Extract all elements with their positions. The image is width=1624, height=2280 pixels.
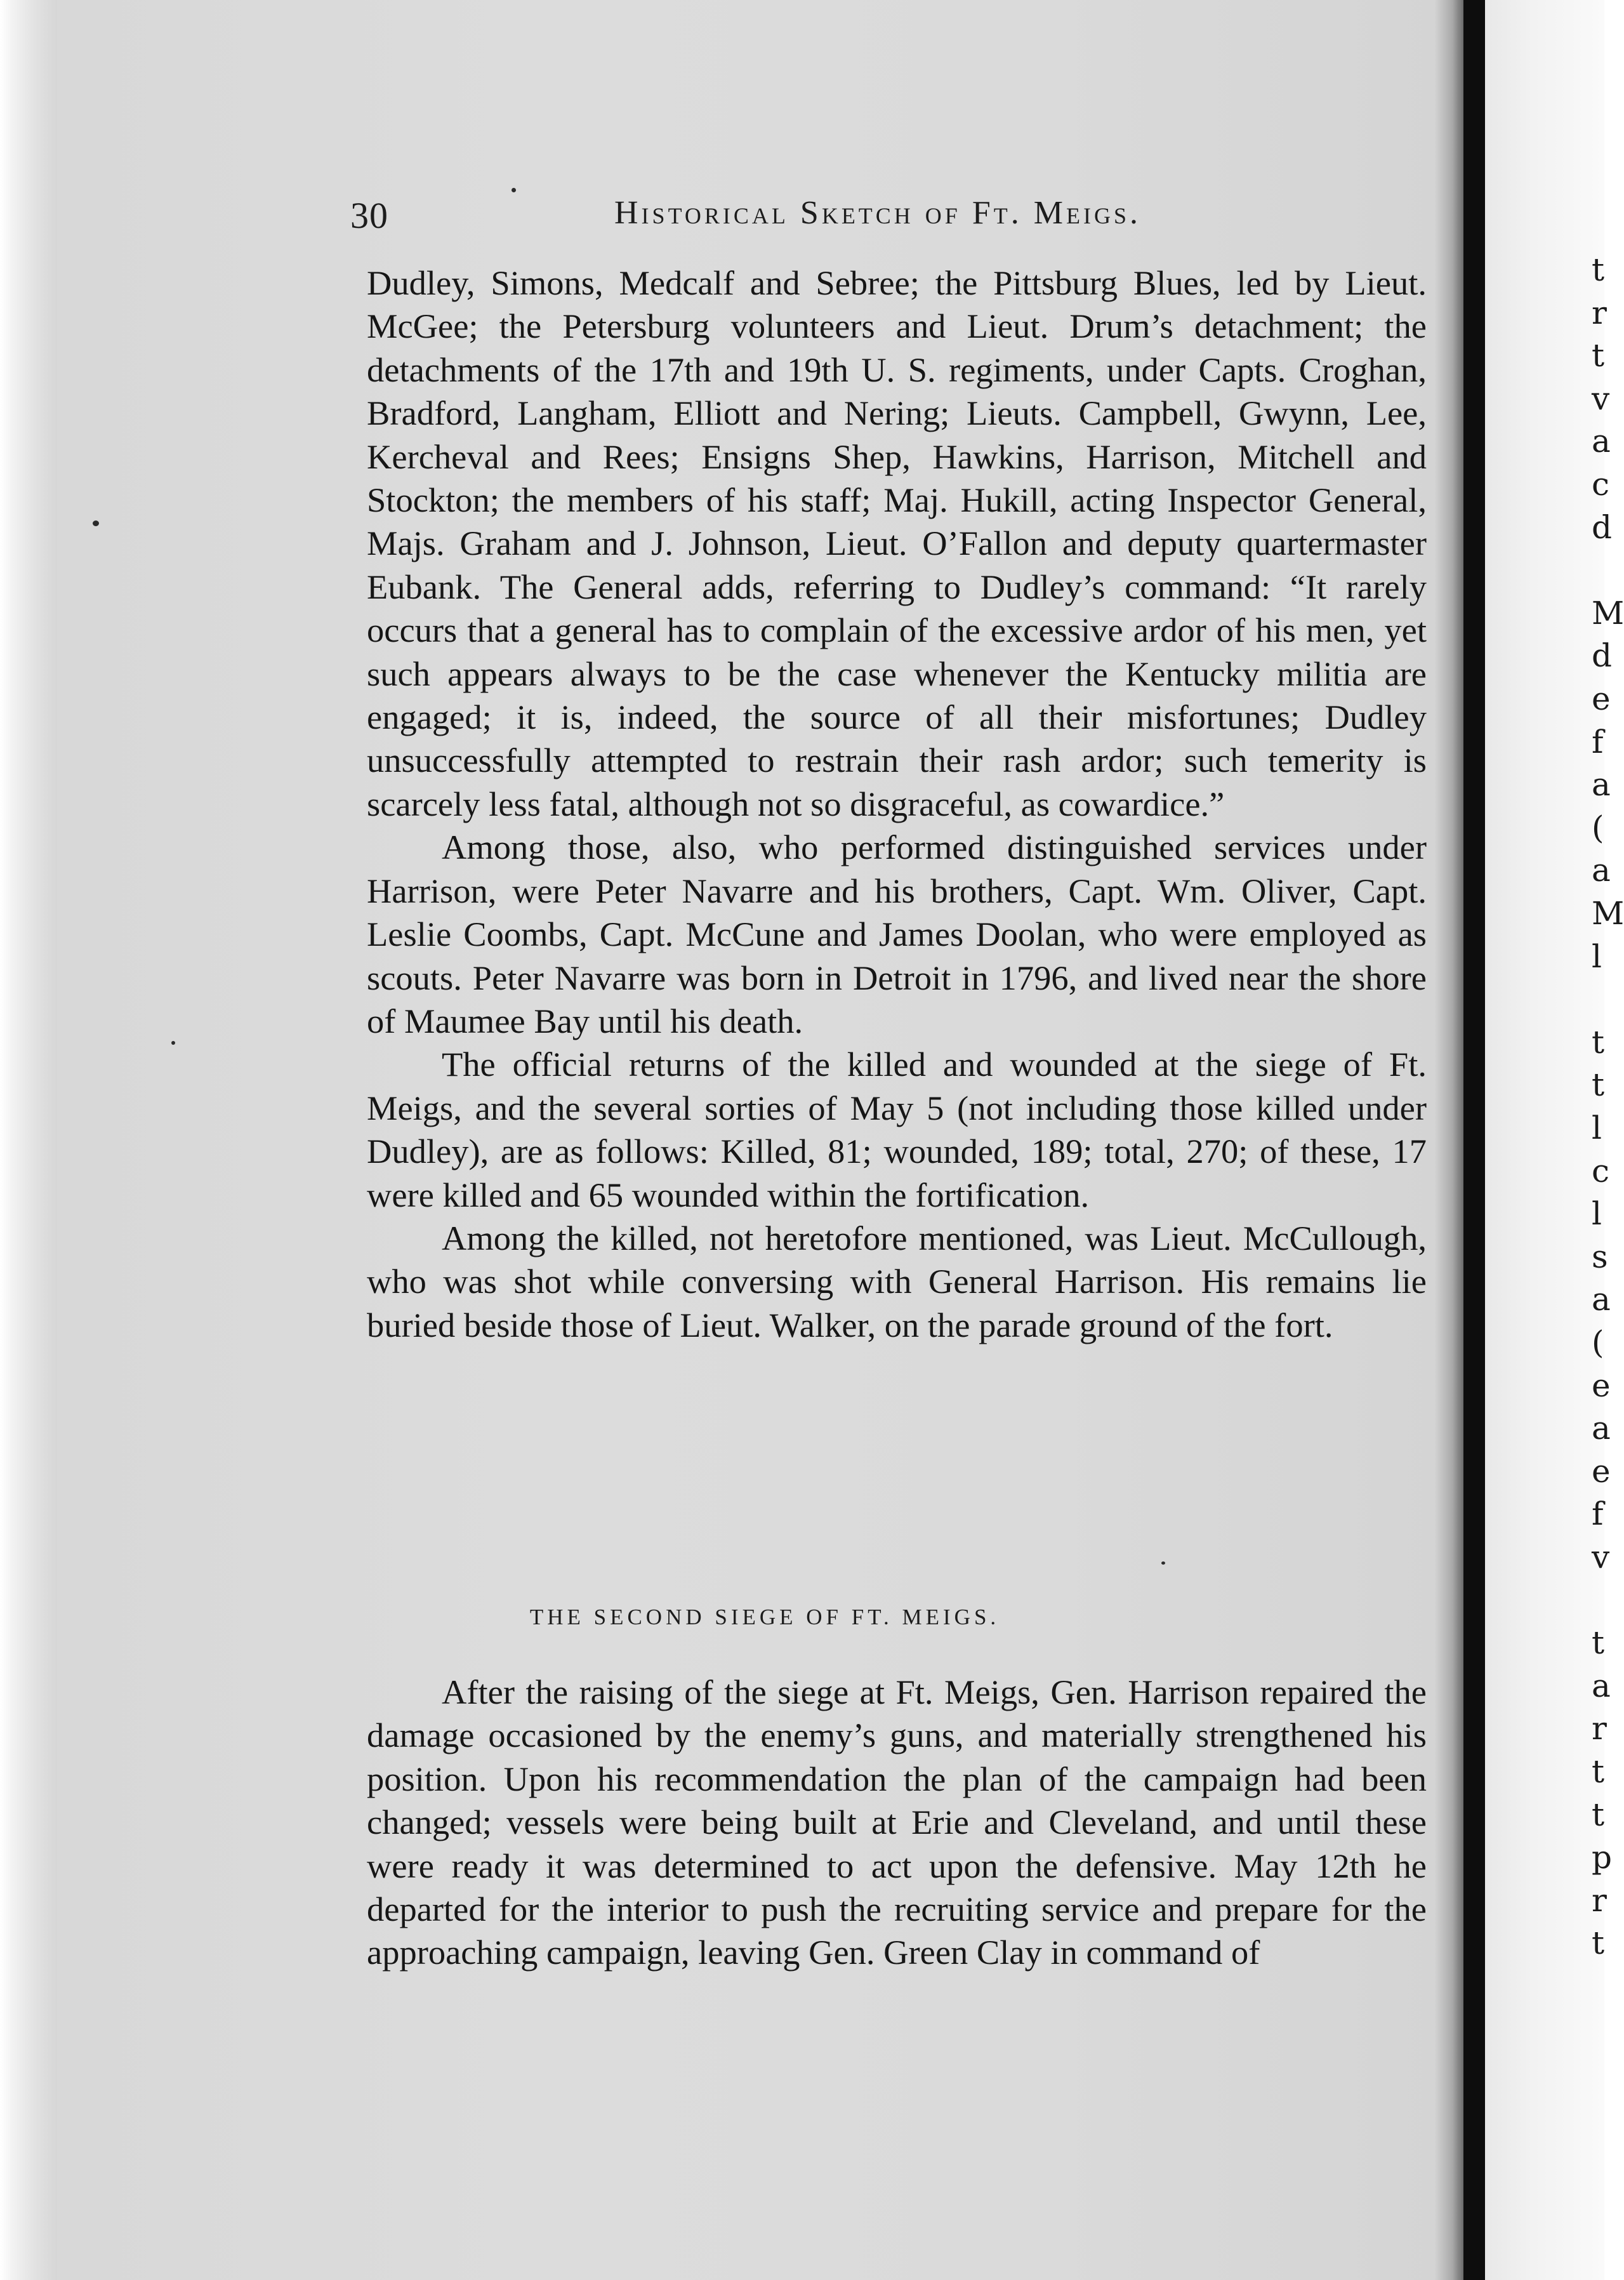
next-page-fragment: t (1592, 1796, 1605, 1833)
next-page-fragment: t (1592, 1066, 1605, 1103)
next-page-fragment: M (1592, 595, 1624, 632)
next-page-fragment: d (1592, 509, 1613, 546)
paragraph-1: Dudley, Simons, Medcalf and Sebree; the Pittsburg Blues, led by Lieut. McGee; the Petersburg volunteers and Lieut. Drum’s detachment; the detachments of the 17th and 19th U. S. regiments, under Capts. Croghan, Bradford, Langham, Elliott and Nering; Lieuts. Campbell, Gwynn, Lee, Kercheval and Rees; Ensigns Shep, Hawkins, Harrison, Mitchell and Stockton; the members of his staff; Maj. Hukill, acting Inspector General, Majs. Graham and J. Johnson, Lieut. O’Fallon and deputy quartermaster Eubank. The General adds, referring to Dudley’s command: “It rarely occurs that a general has to complain of the excessive ardor of his men, yet such appears always to be the case whenever the Kentucky militia are engaged; it is, indeed, the source of all their misfortunes; Dudley unsuccessfully attempted to restrain their rash ardor; such temerity is scarcely less fatal, although not so disgraceful, as cowardice.” (367, 263, 1427, 823)
paragraph-3: The official returns of the killed and wounded at the siege of Ft. Meigs, and the several sorties of May 5 (not including those killed under Dudley), are as follows: Killed, 81; wounded, 189; total, 270; of these, 17 were killed and 65 wounded within the fortification. (367, 1045, 1427, 1214)
gutter-shadow (1434, 0, 1465, 2280)
next-page-fragment: f (1592, 724, 1604, 760)
next-page-fragment: e (1592, 1453, 1611, 1490)
next-page-fragment: a (1592, 1281, 1611, 1318)
next-page-fragment: M (1592, 895, 1624, 932)
next-page-fragment: t (1592, 251, 1605, 288)
scan-speck (1161, 1561, 1165, 1565)
page-number: 30 (350, 195, 388, 236)
next-page-fragment: v (1592, 380, 1610, 417)
next-page-fragment: e (1592, 680, 1611, 717)
paragraph-2: Among those, also, who performed distinguished services under Harrison, were Peter Navarre and his brothers, Capt. Wm. Oliver, Capt. Leslie Coombs, Capt. McCune and James Doolan, who were employed as scouts. Peter Navarre was born in Detroit in 1796, and lived near the shore of Maumee Bay until his death. (367, 828, 1427, 1040)
next-page-fragment: a (1592, 1667, 1611, 1704)
next-page-fragment: c (1592, 466, 1610, 503)
next-page-fragment: s (1592, 1238, 1608, 1275)
next-page-fragment: d (1592, 637, 1613, 674)
next-page-fragment: r (1592, 1710, 1607, 1747)
next-page-fragment: t (1592, 1024, 1605, 1061)
next-page-fragment: ( (1592, 809, 1604, 846)
next-page-fragment: a (1592, 423, 1611, 460)
next-page-fragment: p (1592, 1839, 1613, 1876)
main-text-block (367, 262, 1427, 1347)
next-page-fragment: t (1592, 1925, 1605, 1961)
section-text-block (367, 1671, 1427, 1975)
paragraph-4: Among the killed, not heretofore mentioned, was Lieut. McCullough, who was shot while conversing with General Harrison. His remains lie buried beside those of Lieut. Walker, on the parade ground of the fort. (367, 1218, 1427, 1344)
scan-left-margin (0, 0, 57, 2280)
scan-speck (93, 520, 99, 526)
next-page-fragment: e (1592, 1367, 1611, 1404)
next-page-fragment: f (1592, 1495, 1604, 1532)
next-page-fragment: r (1592, 295, 1607, 331)
next-page-fragment: r (1592, 1882, 1607, 1919)
next-page-edge (1485, 0, 1624, 2280)
next-page-fragment: v (1592, 1539, 1610, 1575)
next-page-fragment: a (1592, 766, 1611, 803)
scan-speck (512, 188, 516, 192)
section-paragraph-1: After the raising of the siege at Ft. Meigs, Gen. Harrison repaired the damage occasioned by the enemy’s guns, and materially strengthened his position. Upon his recommendation the plan of the campaign had been changed; vessels were being built at Erie and Cleveland, and until these were ready it was determined to act upon the defensive. May 12th he departed for the interior to push the recruiting service and prepare for the approaching campaign, leaving Gen. Green Clay in command of (367, 1673, 1427, 1972)
next-page-fragment: ( (1592, 1324, 1604, 1361)
next-page-fragment: t (1592, 1753, 1605, 1790)
next-page-fragment: a (1592, 852, 1611, 889)
book-page (57, 0, 1460, 2280)
next-page-fragment: l (1592, 1110, 1602, 1146)
next-page-fragment: l (1592, 938, 1602, 975)
next-page-fragment: c (1592, 1153, 1610, 1190)
book-spine (1463, 0, 1485, 2280)
section-heading (57, 1605, 1460, 1630)
section-heading-text: THE SECOND SIEGE OF FT. MEIGS. (529, 1605, 1000, 1629)
next-page-fragment: t (1592, 1624, 1605, 1661)
scan-speck (171, 1041, 175, 1045)
running-title: Historical Sketch of Ft. Meigs. (614, 195, 1141, 231)
next-page-fragment: t (1592, 337, 1605, 374)
next-page-fragment: a (1592, 1410, 1611, 1447)
next-page-fragment: l (1592, 1195, 1602, 1232)
next-page-fragments (1592, 0, 1624, 2280)
